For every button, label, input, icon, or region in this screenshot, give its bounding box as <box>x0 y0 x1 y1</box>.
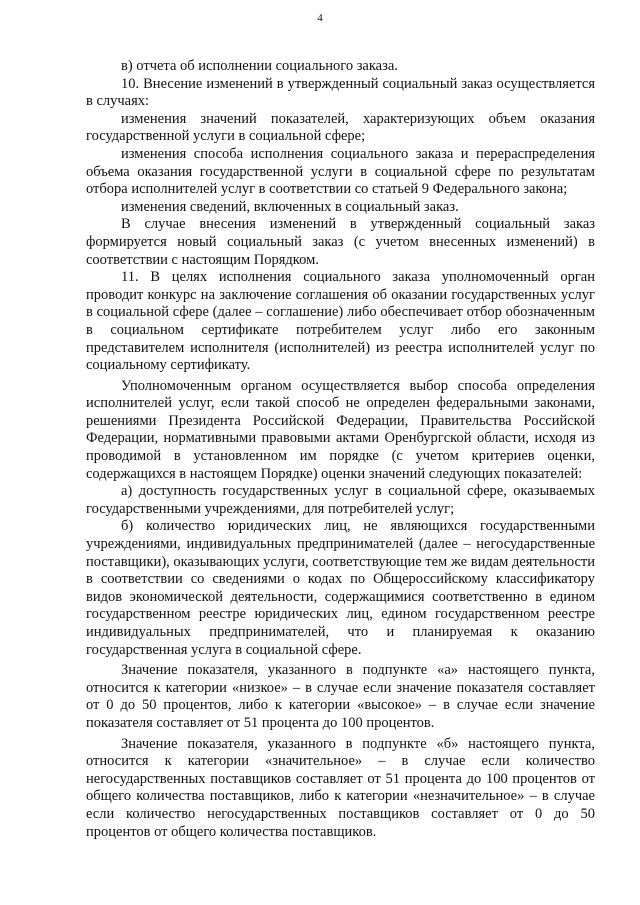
paragraph-indicator-b-value: Значение показателя, указанного в подпункте «б» настоящего пункта, относится к категории «значительное» – в случае если количество негосударственных поставщиков составляет от 51 процента до 100 процентов от общего количества поставщиков, либо к категории «незначительное» – в случае если количество негосударственных поставщиков составляет от 0 до 50 процентов от общего количества поставщиков. <box>86 735 595 840</box>
paragraph-10-new-order: В случае внесения изменений в утвержденный социальный заказ формируется новый социальный заказ (с учетом внесенных изменений) в соответствии с настоящим Порядком. <box>86 216 595 268</box>
paragraph-method-selection: Уполномоченным органом осуществляется выбор способа определения исполнителей услуг, если такой способ не определен федеральными законами, решениями Президента Российской Федерации, Правительства Российской Федерации, нормативными правовыми актами Оренбургской области, исходя из проводимой в установленном им порядке (с учетом критериев оценки, содержащихся в настоящем Порядке) оценки значений следующих показателей: <box>86 377 595 482</box>
page-number: 4 <box>317 12 323 24</box>
paragraph-indicator-b: б) количество юридических лиц, не являющихся государственными учреждениями, индивидуальных предпринимателей (далее – негосударственные поставщики), оказывающих услуги, соответствующие тем же видам деятельности в соответствии со сведениями о кодах по Общероссийскому классификатору видов экономической деятельности, содержащимися соответственно в едином государственном реестре юридических лиц, едином государственном реестре индивидуальных предпринимателей, что и планируемая к оказанию государственная услуга в социальной сфере. <box>86 518 595 658</box>
paragraph-indicator-a: а) доступность государственных услуг в социальной сфере, оказываемых государственными учреждениями, для потребителей услуг; <box>86 483 595 517</box>
paragraph-11: 11. В целях исполнения социального заказа уполномоченный орган проводит конкурс на заключение соглашения об оказании государственных услуг в социальной сфере (далее – соглашение) либо обеспечивает отбор обозначенным в социальном сертификате потребителем услуг либо его законным представителем исполнителя (исполнителей) из реестра исполнителей услуг по социальному сертификату. <box>86 269 595 374</box>
paragraph-10-case-3: изменения сведений, включенных в социальный заказ. <box>121 198 459 215</box>
paragraph-indicator-a-value: Значение показателя, указанного в подпункте «а» настоящего пункта, относится к категории «низкое» – в случае если значение показателя составляет от 0 до 50 процентов, либо к категории «высокое» – в случае если значение показателя составляет от 51 процента до 100 процентов. <box>86 662 595 731</box>
paragraph-10-intro: 10. Внесение изменений в утвержденный социальный заказ осуществляется в случаях: <box>86 75 595 110</box>
paragraph-item-v: в) отчета об исполнении социального заказа. <box>121 58 398 74</box>
paragraph-10-case-1: изменения значений показателей, характеризующих объем оказания государственной услуги в социальной сфере; <box>86 110 595 145</box>
paragraph-10-case-2: изменения способа исполнения социального заказа и перераспределения объема оказания государственной услуги в социальной сфере по результатам отбора исполнителей услуг в соответствии со статьей 9 Федерального закона; <box>86 145 595 198</box>
document-body <box>86 58 595 841</box>
